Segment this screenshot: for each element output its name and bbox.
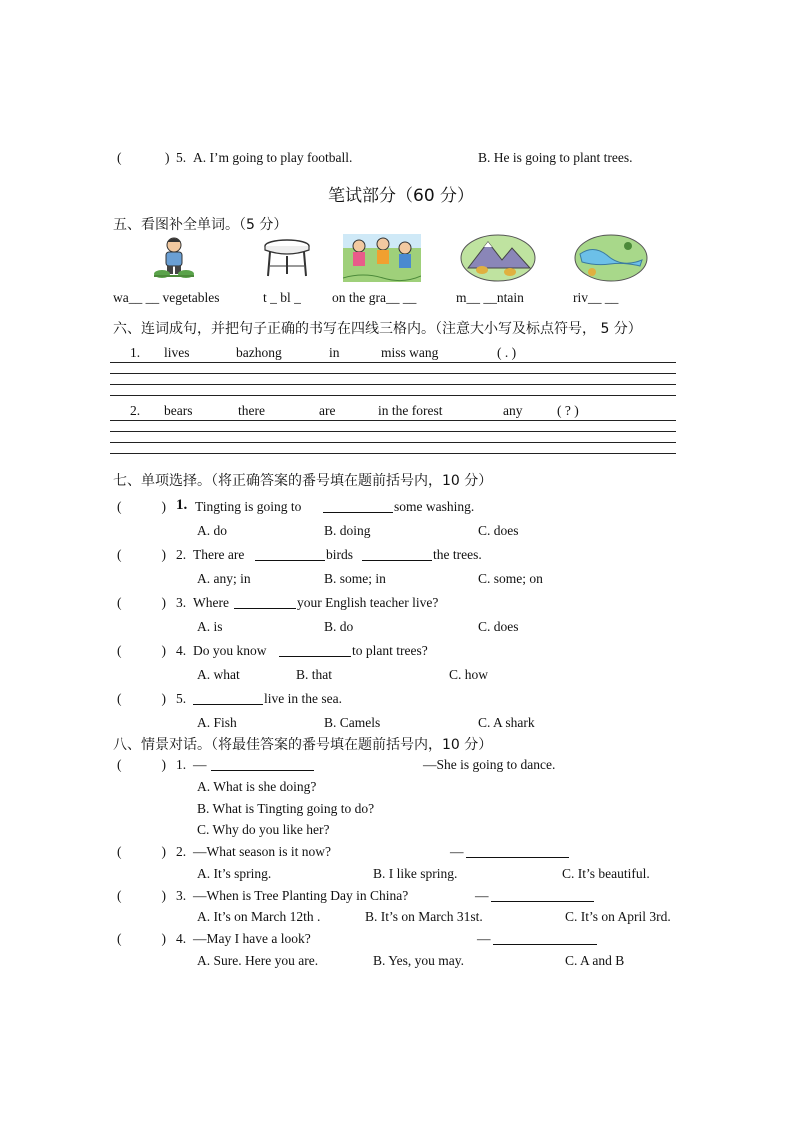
question-stem: Tingting is going to bbox=[195, 499, 302, 514]
writing-line[interactable] bbox=[110, 453, 676, 454]
option-b: B. do bbox=[324, 619, 354, 634]
answer-paren[interactable]: ( ) bbox=[117, 757, 166, 772]
scrambled-word: in the forest bbox=[378, 403, 443, 418]
writing-line[interactable] bbox=[110, 384, 676, 385]
scrambled-word: bears bbox=[164, 403, 193, 418]
answer-paren[interactable]: ( ) bbox=[117, 931, 166, 946]
written-part-title: 笔试部分（60 分） bbox=[328, 186, 475, 206]
answer-paren[interactable]: ( ) bbox=[117, 691, 166, 706]
option-a: A. It’s on March 12th . bbox=[197, 909, 321, 924]
word-blank-4[interactable]: m__ __ntain bbox=[456, 290, 524, 305]
question-number: 1. bbox=[130, 345, 141, 360]
writing-line[interactable] bbox=[110, 420, 676, 421]
scrambled-word: lives bbox=[164, 345, 190, 360]
option-c: C. A shark bbox=[478, 715, 535, 730]
option-b: B. It’s on March 31st. bbox=[365, 909, 483, 924]
answer-blank[interactable] bbox=[193, 692, 263, 705]
answer-blank[interactable] bbox=[362, 548, 432, 561]
answer-paren-close: ) bbox=[165, 150, 170, 165]
option-c: C. It’s beautiful. bbox=[562, 866, 650, 881]
section5-heading: 五、看图补全单词。（5 分） bbox=[113, 217, 288, 233]
answer-blank[interactable] bbox=[466, 845, 569, 858]
option-b: B. some; in bbox=[324, 571, 386, 586]
option-b: B. I like spring. bbox=[373, 866, 458, 881]
option-a: A. It’s spring. bbox=[197, 866, 272, 881]
option-b: B. doing bbox=[324, 523, 371, 538]
question-stem: the trees. bbox=[433, 547, 482, 562]
writing-line[interactable] bbox=[110, 362, 676, 363]
word-blank-3[interactable]: on the gra__ __ bbox=[332, 290, 417, 305]
option-a: A. Fish bbox=[197, 715, 237, 730]
question-number: 2. bbox=[130, 403, 141, 418]
option-a: A. is bbox=[197, 619, 223, 634]
option-a: A. do bbox=[197, 523, 227, 538]
option-c: C. It’s on April 3rd. bbox=[565, 909, 671, 924]
question-stem: Where bbox=[193, 595, 229, 610]
option-c: C. A and B bbox=[565, 953, 625, 968]
table-image bbox=[262, 238, 312, 278]
section6-heading: 六、连词成句，并把句子正确的书写在四线三格内。（注意大小写及标点符号， 5 分） bbox=[113, 321, 642, 337]
question-number: 5. bbox=[176, 150, 187, 165]
kids-on-grass-image bbox=[343, 234, 421, 282]
question-number: 2. bbox=[176, 547, 187, 562]
question-stem: Do you know bbox=[193, 643, 267, 658]
writing-line[interactable] bbox=[110, 373, 676, 374]
answer-paren[interactable]: ( ) bbox=[117, 595, 166, 610]
dialogue-reply: —She is going to dance. bbox=[423, 757, 556, 772]
option-c: C. does bbox=[478, 619, 519, 634]
answer-paren[interactable]: ( ) bbox=[117, 888, 166, 903]
word-blank-2[interactable]: t _ bl _ bbox=[263, 290, 301, 305]
option-a: A. what bbox=[197, 667, 240, 682]
question-stem: There are bbox=[193, 547, 245, 562]
question-stem: to plant trees? bbox=[352, 643, 428, 658]
option-b: B. that bbox=[296, 667, 332, 682]
writing-line[interactable] bbox=[110, 442, 676, 443]
option-c: C. some; on bbox=[478, 571, 543, 586]
river-image bbox=[574, 234, 648, 282]
question-stem: some washing. bbox=[394, 499, 475, 514]
question-number: 3. bbox=[176, 888, 187, 903]
answer-paren[interactable]: ( ) bbox=[117, 499, 166, 514]
punctuation-hint: ( . ) bbox=[497, 345, 517, 360]
question-number: 2. bbox=[176, 844, 187, 859]
option-b: B. He is going to plant trees. bbox=[478, 150, 633, 165]
dialogue-dash: — bbox=[475, 888, 489, 903]
punctuation-hint: ( ? ) bbox=[557, 403, 579, 418]
answer-paren-open: ( bbox=[117, 150, 122, 165]
answer-paren[interactable]: ( ) bbox=[117, 547, 166, 562]
question-stem: birds bbox=[326, 547, 353, 562]
scrambled-word: in bbox=[329, 345, 340, 360]
answer-paren[interactable]: ( ) bbox=[117, 844, 166, 859]
word-blank-5[interactable]: riv__ __ bbox=[573, 290, 619, 305]
answer-blank[interactable] bbox=[234, 596, 296, 609]
option-b: B. What is Tingting going to do? bbox=[197, 801, 375, 816]
question-number: 3. bbox=[176, 595, 187, 610]
scrambled-word: are bbox=[319, 403, 336, 418]
answer-blank[interactable] bbox=[493, 932, 597, 945]
option-a: A. What is she doing? bbox=[197, 779, 317, 794]
option-a: A. Sure. Here you are. bbox=[197, 953, 319, 968]
answer-blank[interactable] bbox=[255, 548, 325, 561]
scrambled-word: there bbox=[238, 403, 265, 418]
writing-line[interactable] bbox=[110, 395, 676, 396]
answer-blank[interactable] bbox=[279, 644, 351, 657]
mountain-image bbox=[460, 234, 536, 282]
question-number: 1. bbox=[176, 497, 188, 513]
boy-watering-vegetables-image bbox=[152, 236, 196, 280]
question-number: 5. bbox=[176, 691, 187, 706]
question-stem: your English teacher live? bbox=[297, 595, 439, 610]
dialogue-question: —What season is it now? bbox=[193, 844, 331, 859]
question-number: 1. bbox=[176, 757, 187, 772]
dialogue-question: —When is Tree Planting Day in China? bbox=[193, 888, 409, 903]
option-a: A. any; in bbox=[197, 571, 251, 586]
dialogue-dash: — bbox=[450, 844, 464, 859]
scrambled-word: any bbox=[503, 403, 523, 418]
writing-line[interactable] bbox=[110, 431, 676, 432]
option-b: B. Yes, you may. bbox=[373, 953, 465, 968]
option-c: C. does bbox=[478, 523, 519, 538]
question-stem: live in the sea. bbox=[264, 691, 342, 706]
option-c: C. Why do you like her? bbox=[197, 822, 330, 837]
option-c: C. how bbox=[449, 667, 489, 682]
answer-blank[interactable] bbox=[211, 758, 314, 771]
word-blank-1[interactable]: wa__ __ vegetables bbox=[113, 290, 220, 305]
dialogue-dash: — bbox=[193, 757, 207, 772]
dialogue-question: —May I have a look? bbox=[193, 931, 311, 946]
section7-heading: 七、单项选择。（将正确答案的番号填在题前括号内，10 分） bbox=[113, 473, 493, 489]
question-number: 4. bbox=[176, 643, 187, 658]
answer-blank[interactable] bbox=[491, 889, 594, 902]
question-number: 4. bbox=[176, 931, 187, 946]
scrambled-word: miss wang bbox=[381, 345, 439, 360]
option-a: A. I’m going to play football. bbox=[193, 150, 353, 165]
section8-heading: 八、情景对话。（将最佳答案的番号填在题前括号内，10 分） bbox=[113, 737, 493, 753]
answer-blank[interactable] bbox=[323, 500, 393, 513]
answer-paren[interactable]: ( ) bbox=[117, 643, 166, 658]
dialogue-dash: — bbox=[477, 931, 491, 946]
option-b: B. Camels bbox=[324, 715, 381, 730]
scrambled-word: bazhong bbox=[236, 345, 282, 360]
